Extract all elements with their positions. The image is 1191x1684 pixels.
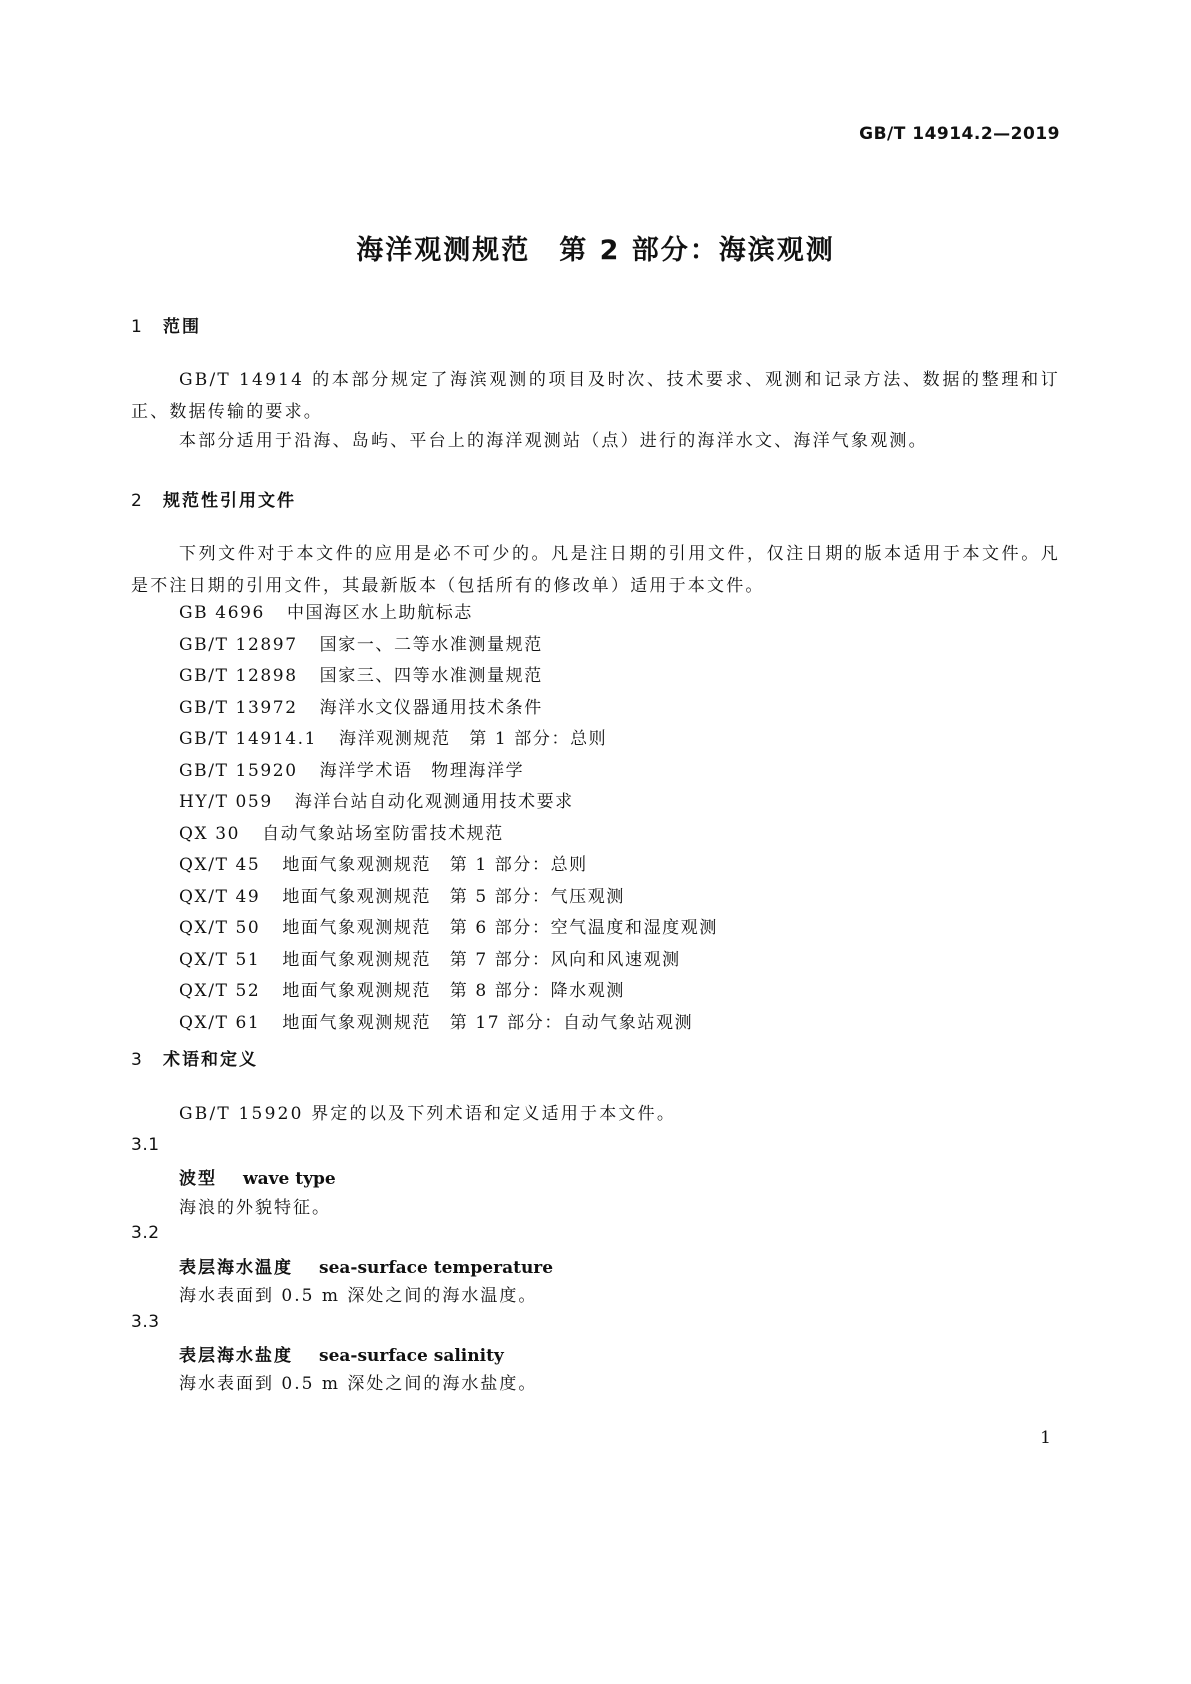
term-name-en: sea-surface salinity (319, 1346, 504, 1366)
section-3-heading (131, 1045, 258, 1070)
reference-code: QX/T 50 (179, 918, 261, 938)
term-number: 3.1 (131, 1135, 160, 1155)
reference-code: QX/T 49 (179, 886, 261, 907)
reference-code: QX/T 61 (179, 1012, 261, 1033)
reference-code: HY/T 059 (179, 792, 273, 812)
reference-code: GB/T 14914.1 (179, 729, 318, 749)
reference-code: GB/T 12897 (179, 634, 298, 655)
paragraph: 下列文件对于本文件的应用是必不可少的。凡是注日期的引用文件，仅注日期的版本适用于本文件。凡是不注日期的引用文件，其最新版本（包括所有的修改单）适用于本文件。 (131, 544, 1060, 596)
reference-title: 海洋台站自动化观测通用技术要求 (294, 792, 574, 812)
section-1-heading (131, 312, 201, 337)
reference-title: 地面气象观测规范 第 8 部分：降水观测 (282, 981, 625, 1001)
term-name (179, 1253, 553, 1278)
section-number: 1 (131, 317, 144, 337)
reference-item (179, 819, 1059, 851)
paragraph: 本部分适用于沿海、岛屿、平台上的海洋观测站（点）进行的海洋水文、海洋气象观测。 (179, 431, 928, 451)
reference-title: 国家一、二等水准测量规范 (319, 634, 543, 655)
standard-code: GB/T 14914.2—2019 (859, 124, 1060, 144)
section-number: 2 (131, 491, 144, 511)
reference-item (179, 850, 1059, 882)
reference-title: 海洋观测规范 第 1 部分：总则 (339, 729, 608, 749)
term-definition: 海水表面到 0.5 m 深处之间的海水温度。 (179, 1286, 538, 1306)
section-number: 3 (131, 1050, 144, 1070)
term-number: 3.3 (131, 1312, 160, 1332)
reference-item (179, 598, 1059, 630)
reference-code: QX 30 (179, 823, 241, 844)
reference-item (179, 630, 1059, 662)
reference-item (179, 882, 1059, 914)
section-title: 术语和定义 (163, 1050, 258, 1070)
reference-item (179, 945, 1059, 977)
section-title: 规范性引用文件 (163, 491, 296, 511)
reference-title: 地面气象观测规范 第 1 部分：总则 (282, 855, 588, 875)
paragraph: GB/T 15920 界定的以及下列术语和定义适用于本文件。 (179, 1104, 677, 1124)
reference-item (179, 913, 1059, 945)
term-name-zh: 表层海水盐度 (179, 1346, 293, 1366)
reference-item (179, 724, 1059, 756)
term-name-zh: 波型 (179, 1169, 217, 1189)
reference-title: 地面气象观测规范 第 17 部分：自动气象站观测 (282, 1012, 694, 1033)
reference-code: QX/T 51 (179, 949, 261, 970)
reference-code: GB 4696 (179, 603, 265, 623)
reference-code: GB/T 12898 (179, 666, 298, 686)
reference-title: 海洋学术语 物理海洋学 (319, 760, 525, 781)
reference-code: GB/T 13972 (179, 697, 298, 718)
normative-references-list (179, 598, 1059, 1039)
reference-code: GB/T 15920 (179, 760, 298, 781)
reference-item (179, 1008, 1059, 1040)
term-name (179, 1164, 336, 1189)
term-name-en: wave type (243, 1169, 336, 1189)
section-2-heading (131, 486, 296, 511)
reference-code: QX/T 45 (179, 855, 261, 875)
reference-title: 自动气象站场室防雷技术规范 (262, 823, 504, 844)
reference-title: 地面气象观测规范 第 5 部分：气压观测 (282, 886, 625, 907)
paragraph: GB/T 14914 的本部分规定了海滨观测的项目及时次、技术要求、观测和记录方法、数据的整理和订正、数据传输的要求。 (131, 370, 1060, 422)
page-number: 1 (1040, 1428, 1051, 1448)
term-definition: 海水表面到 0.5 m 深处之间的海水盐度。 (179, 1374, 538, 1394)
term-name-en: sea-surface temperature (319, 1258, 554, 1278)
reference-item (179, 693, 1059, 725)
reference-item (179, 756, 1059, 788)
reference-code: QX/T 52 (179, 981, 261, 1001)
document-title: 海洋观测规范 第 2 部分：海滨观测 (356, 235, 835, 266)
term-number: 3.2 (131, 1223, 160, 1243)
reference-title: 国家三、四等水准测量规范 (319, 666, 543, 686)
section-title: 范围 (163, 317, 201, 337)
reference-item (179, 976, 1059, 1008)
reference-item (179, 787, 1059, 819)
term-name (179, 1341, 504, 1366)
term-definition: 海浪的外貌特征。 (179, 1198, 331, 1218)
reference-title: 中国海区水上助航标志 (286, 603, 473, 623)
reference-title: 海洋水文仪器通用技术条件 (319, 697, 543, 718)
term-name-zh: 表层海水温度 (179, 1258, 293, 1278)
reference-item (179, 661, 1059, 693)
reference-title: 地面气象观测规范 第 7 部分：风向和风速观测 (282, 949, 681, 970)
reference-title: 地面气象观测规范 第 6 部分：空气温度和湿度观测 (282, 918, 718, 938)
